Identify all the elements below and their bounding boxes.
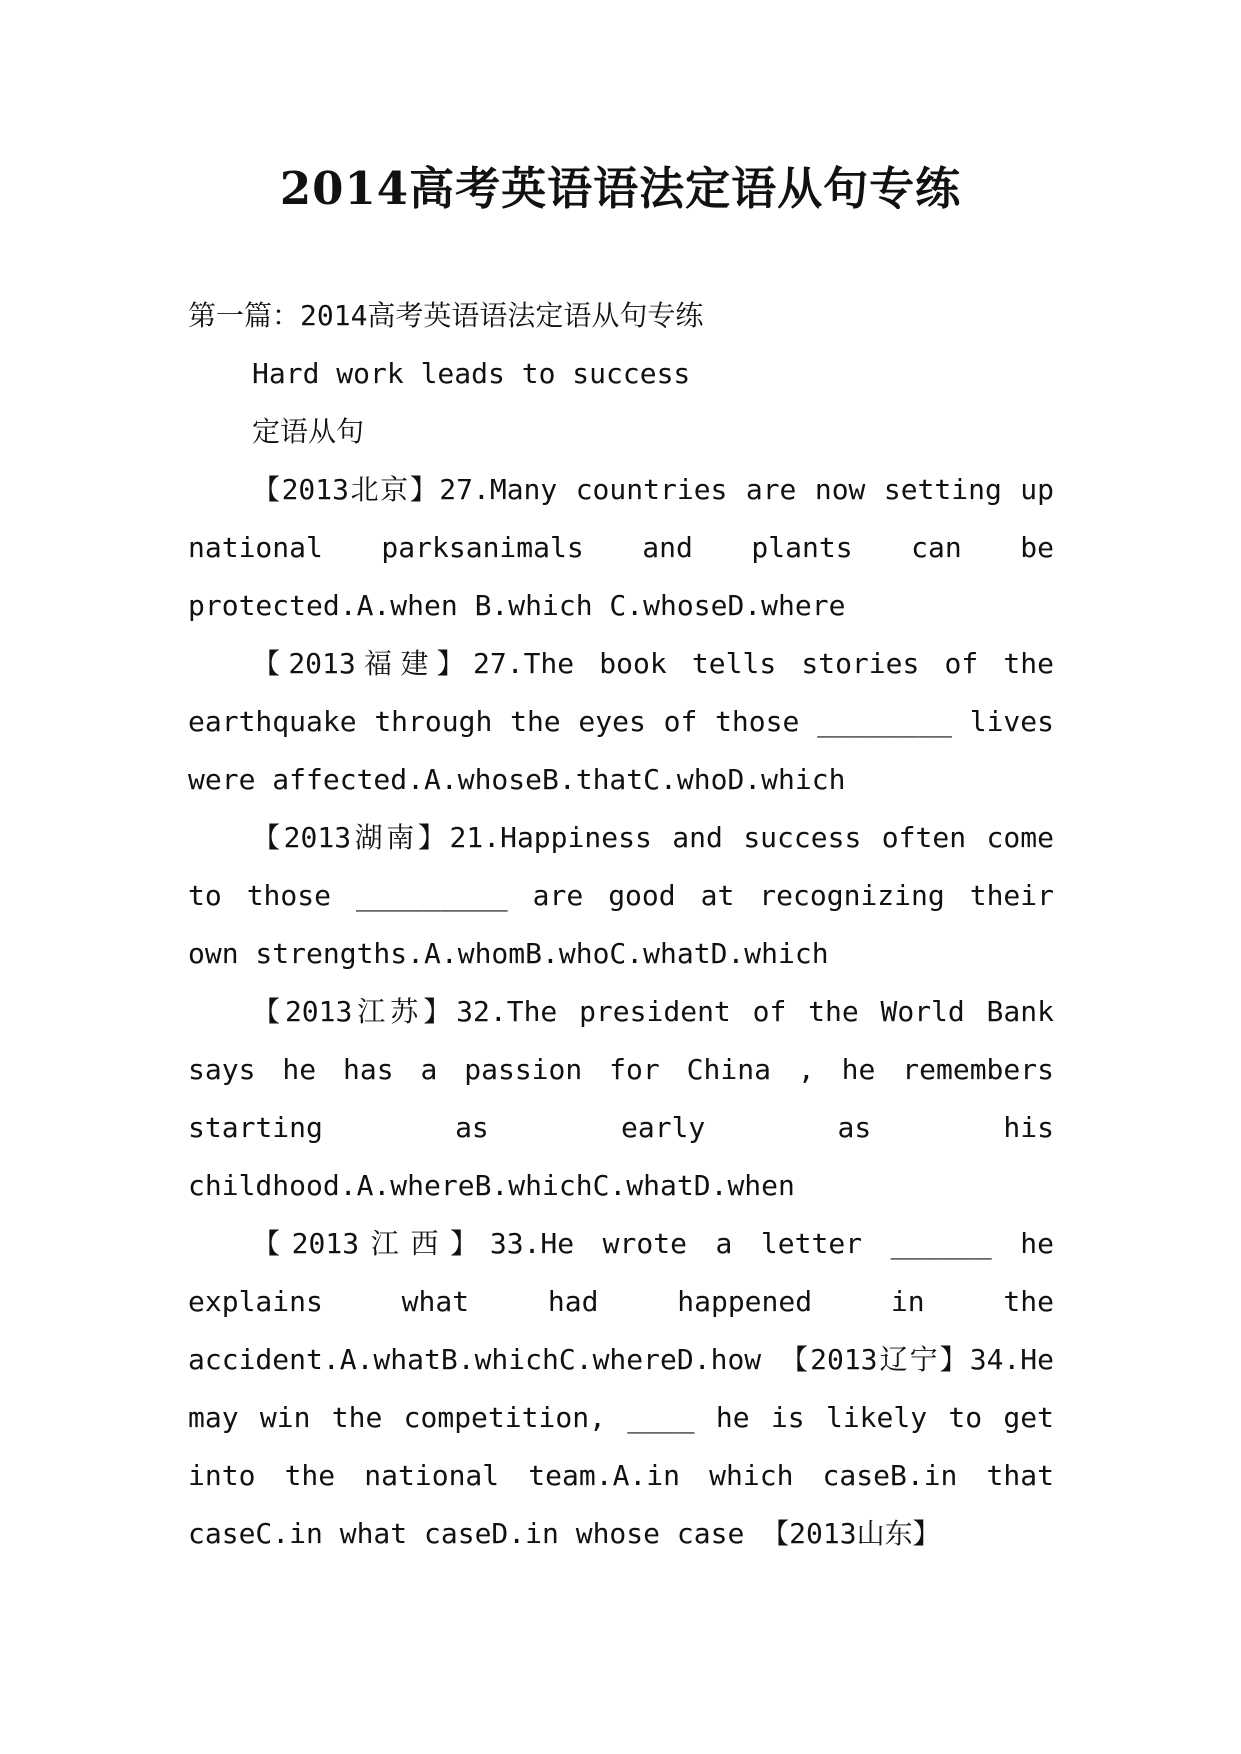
question-paragraph: 【2013北京】27.Many countries are now setting up national parksanimals and plants can be protected.A.when B.which C.whoseD.where	[188, 473, 1054, 622]
section-heading: 第一篇：2014高考英语语法定语从句专练	[188, 299, 704, 332]
question-paragraph: 【2013江西】33.He wrote a letter ______ he explains what had happened in the accident.A.whatB.whichC.whereD.how 【2013辽宁】34.He may win the competition, ____ he is likely to get into the national team.A.in which caseB.in that caseC.in what caseD.in whose case 【2013山东】	[188, 1227, 1054, 1550]
question-paragraph: 【2013江苏】32.The president of the World Bank says he has a passion for China , he remembers starting as early as his childhood.A.whereB.whichC.whatD.when	[188, 995, 1054, 1202]
motto-line: Hard work leads to success	[252, 357, 691, 390]
document-body	[188, 287, 1054, 1563]
question-paragraph: 【2013福建】27.The book tells stories of the earthquake through the eyes of those ________ lives were affected.A.whoseB.thatC.whoD.which	[188, 647, 1054, 796]
topic-line: 定语从句	[252, 415, 365, 448]
question-paragraph: 【2013湖南】21.Happiness and success often come to those _________ are good at recognizing their own strengths.A.whomB.whoC.whatD.which	[188, 821, 1054, 970]
document-title: 2014高考英语语法定语从句专练	[279, 162, 962, 215]
